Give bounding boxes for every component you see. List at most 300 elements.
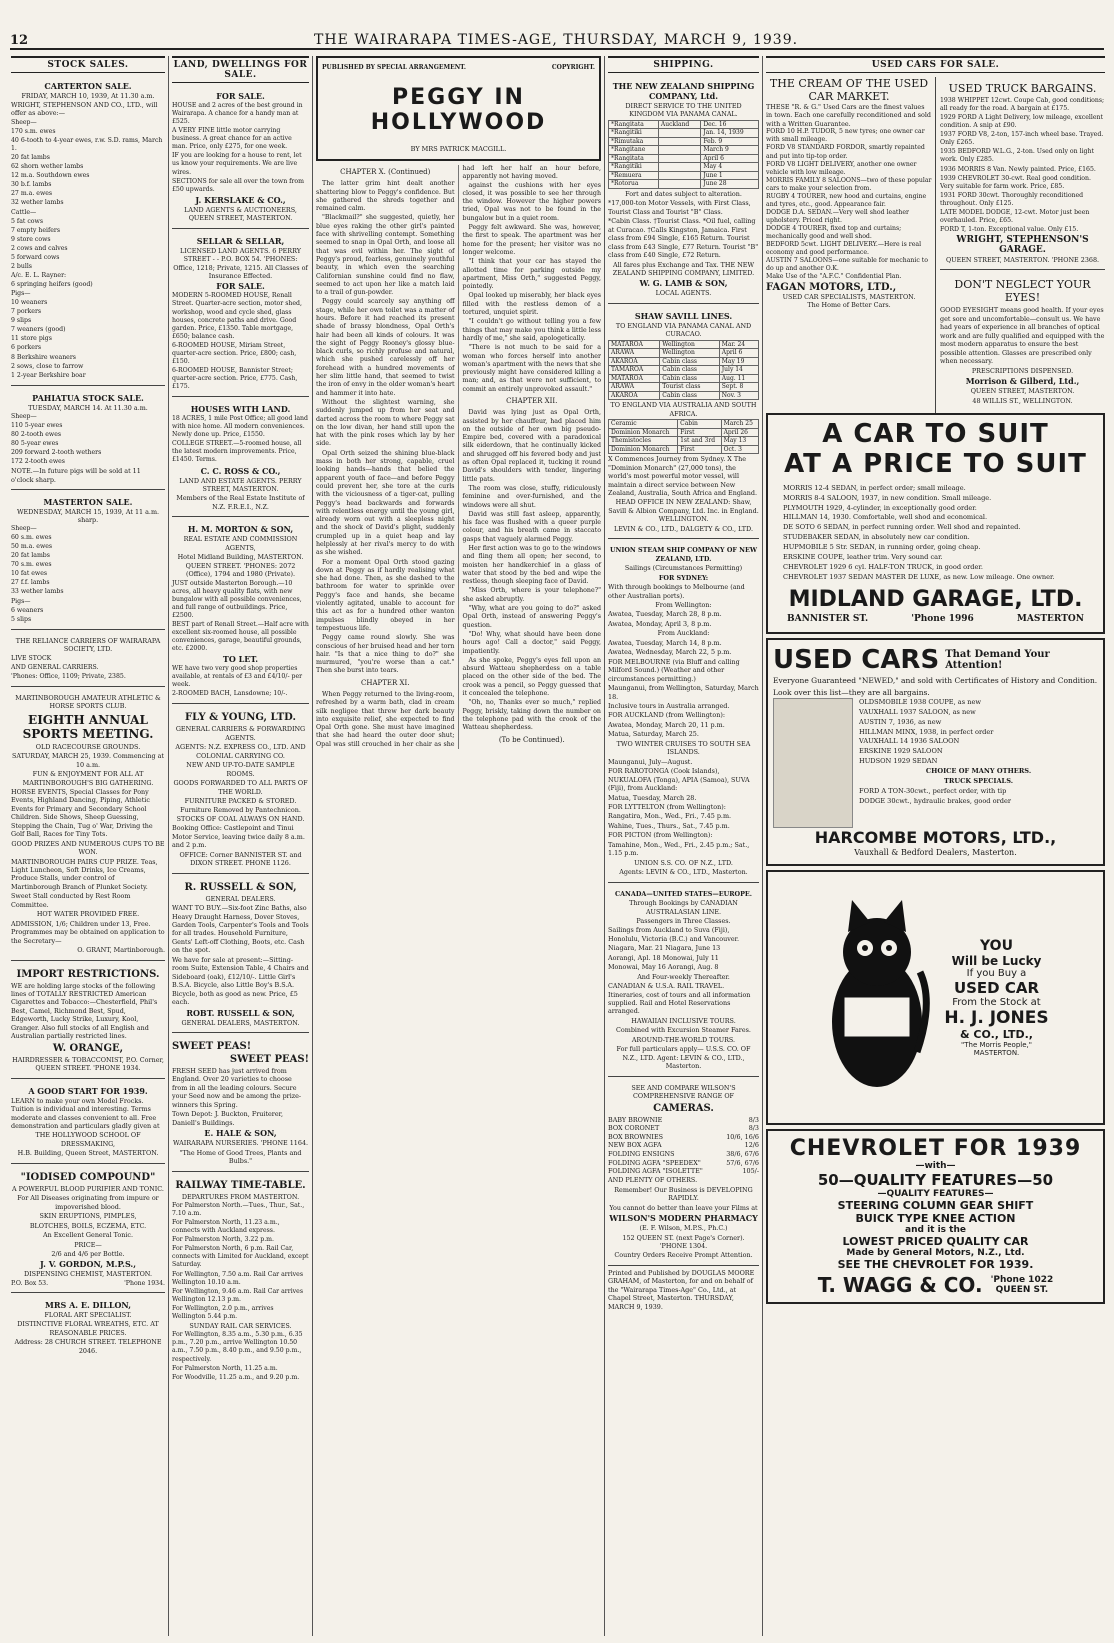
nz-shipping-ad — [608, 77, 759, 304]
dealer-town: MASTERTON — [1016, 613, 1084, 624]
company-sub: TO ENGLAND VIA AUSTRALIA AND SOUTH AFRICA. — [610, 401, 757, 418]
dealer-name: T. WAGG & CO. — [817, 1272, 983, 1297]
listing-item: SECTIONS for sale all over the town from £50 upwards. — [172, 177, 304, 193]
agent-name: H. M. MORTON & SON, — [187, 524, 294, 535]
listing-item: 2-ROOMED BACH, Lansdowne; 10/-. — [172, 690, 288, 698]
table-cell: *Remuera — [609, 171, 659, 180]
ad-name: W. ORANGE, — [52, 1042, 124, 1054]
stock-line: 33 wether lambs — [11, 588, 64, 596]
ad-line: Country Orders Receive Prompt Attention. — [614, 1251, 753, 1260]
ad-line: An Excellent General Tonic. — [42, 1231, 134, 1240]
woman-illustration — [773, 698, 853, 828]
section-head: STOCK SALES. — [11, 56, 165, 73]
table-cell: Cabin class — [660, 366, 719, 375]
floral-ad — [11, 1296, 165, 1360]
ad-body: WANT TO BUY.—Six-foot Zinc Baths, also Heavy Draught Harness, Dover Stoves, Garden Tools, Carpenter's Tools and Tools for all trades. Household Furniture, Gents' Left-off Clothing, Boots, etc. Cash on the spot. — [172, 904, 309, 955]
truck-item: 1931 FORD 30cwt. Thoroughly reconditioned throughout. Only £125. — [940, 191, 1084, 207]
ad-sub: Through Bookings by CANADIAN AUSTRALASIAN LINE. — [629, 899, 738, 916]
jones-line: Will be Lucky — [951, 953, 1042, 968]
table-cell: BOX CORONET — [608, 1124, 660, 1133]
right-top-ads — [940, 77, 1105, 413]
dealer-name: MIDLAND GARAGE, LTD. — [788, 586, 1083, 612]
ad-rx: PRESCRIPTIONS DISPENSED. — [971, 366, 1074, 375]
iodised-compound-ad — [11, 1167, 165, 1293]
schedule-note: Fort and dates subject to alteration. — [625, 189, 742, 198]
optician-ad — [940, 273, 1105, 410]
serial-author: BY MRS PATRICK MACGILL. — [410, 145, 507, 153]
ad-line: OFFICE: Corner BANNISTER ST. and DIXON STREET. PHONE 1126. — [179, 850, 302, 868]
listing-items — [172, 102, 309, 194]
table-cell: First — [678, 428, 721, 437]
story-paragraph: "Why, what are you going to do?" asked Opal Orth, instead of answering Peggy's question. — [462, 605, 601, 629]
line: Matua, Saturday, March 25. — [608, 730, 699, 739]
serial-title: PEGGY IN HOLLYWOOD — [370, 85, 547, 135]
line: Monowai, May 16 Aorangi, Aug. 8 — [608, 963, 719, 972]
stock-list — [11, 525, 165, 624]
timetable-list — [172, 1331, 309, 1381]
chapter-heading: CHAPTER XII. — [506, 397, 558, 406]
agent-sub: Members of the Real Estate Institute of N.Z. F.R.E.I., N.Z. — [176, 494, 305, 511]
timetable-item: For Palmerston North, 3.22 p.m. — [172, 1236, 274, 1244]
stock-line: 7 weaners (good) — [11, 326, 66, 334]
stock-line: 1 2-year Berkshire boar — [11, 371, 86, 379]
ad-headline: A CAR TO SUIT — [822, 418, 1049, 449]
stock-line: Sheep— — [11, 412, 37, 420]
story-paragraph: Peggy felt awkward. She was, however, the first to speak. The apartment was her home for the present; her visitor was no longer welcome. — [462, 224, 601, 256]
story-paragraph: When Peggy returned to the living-room, refreshed by a warm bath, clad in cream silk negligee that threw her dark beauty into exquisite relief, she expected to find Opal Orth gone. She must have imagined that she had heard the outer door shut; Opal was still crouched in her chair as she had left her half an hour before, apparently not having moved. — [316, 165, 601, 748]
table-cell: First — [678, 445, 721, 454]
table-cell: April 6 — [719, 349, 758, 358]
car-item: CHEVROLET 1937 SEDAN MASTER DE LUXE, as new. Low mileage. One owner. — [783, 572, 1055, 581]
stock-line: 7 empty heifers — [11, 226, 61, 234]
table-cell: Jan. 14, 1939 — [701, 129, 759, 138]
price-row — [608, 1124, 759, 1133]
ad-name: MRS A. E. DILLON, — [45, 1299, 131, 1310]
sailing-schedule — [608, 419, 759, 454]
carterton-sale-ad — [11, 77, 165, 386]
car-item: ERSKINE 1929 SALOON — [859, 747, 943, 756]
company-sub: DIRECT SERVICE TO THE UNITED KINGDOM VIA PANAMA CANAL. — [625, 102, 742, 119]
line: And Four-weekly Thereafter. — [637, 972, 730, 981]
sailing-row — [609, 154, 759, 163]
sports-meeting-ad — [11, 690, 165, 961]
dealer-phone: 'Phone 1022 — [990, 1274, 1054, 1285]
stock-line: 2 bulls — [11, 262, 32, 270]
truck-item: LATE MODEL DODGE, 12-cwt. Motor just been overhauled. Price, £65. — [940, 208, 1090, 224]
stock-line: Pigs— — [11, 597, 31, 605]
ad-sweet: Sweet Stall conducted by Rest Room Committee. — [11, 892, 131, 909]
stock-line: 8 Berkshire weaners — [11, 353, 76, 361]
car-item: Make Use of the "A.F.C." Confidential Plan. — [766, 273, 902, 281]
line: Awatea, Wednesday, March 22, 5 p.m. — [608, 648, 732, 657]
stock-line: 110 5-year ewes — [11, 421, 63, 429]
table-cell: 10/6, 16/6 — [726, 1132, 759, 1141]
ad-title: SWEET PEAS! — [229, 1054, 309, 1066]
serial-paragraphs — [463, 182, 602, 733]
route: FOR LYTTELTON (from Wellington): — [608, 802, 726, 811]
motto: "The Home of Good Trees, Plants and Bulbs." — [179, 1148, 302, 1166]
agent-name: C. C. ROSS & CO., — [200, 465, 281, 476]
story-paragraph: "Do! Why, what should have been done hours ago! Call a doctor," said Peggy, impatiently. — [462, 630, 601, 655]
route: FOR SYDNEY: — [658, 573, 709, 582]
ad-body: We have for sale at present:—Sitting-room Suite, Extension Table, 4 Chairs and Sideboard (oak), £12/10/-. Little Girl's B.S.A. Bicycle, also Little Boy's B.S.A. Bicycle, both as good as new. Price, £5 each. — [172, 955, 309, 1007]
truck-item: 1936 MORRIS 8 Van. Newly painted. Price, £165. — [940, 165, 1096, 173]
story-paragraph: Peggy could scarcely say anything off stage, while her own toilet was a matter of hours. Before it had reached its present shade of brassy blondness, Opal Orth's hair had been all kinds of colours. It was the sight of Peggy Rooney's glossy blue-black curls, so richly profuse and natural, which she pushed carelessly off her forehead with a hundred movements of her slim little hand, that seemed to twist the iron of envy in the older woman's heart and hammer it into hate. — [316, 298, 455, 397]
ad-line: FLORAL ART SPECIALIST. — [44, 1310, 132, 1319]
table-cell: Dec. 16 — [701, 120, 759, 129]
chapter-heading: CHAPTER XI. — [361, 678, 410, 687]
table-cell: April 6 — [701, 154, 759, 163]
stock-line: 50 m.a. ewes — [11, 543, 53, 551]
price-row — [608, 1167, 759, 1176]
stock-line: 11 store pigs — [11, 335, 52, 343]
table-cell: *Rangitiki — [609, 163, 659, 172]
line: Aorangi, Apl. 18 Monowai, July 11 — [608, 953, 719, 962]
car-item: RUGBY 4 TOURER, new hood and curtains, engine and tyres, etc., good. Appearance fair. — [766, 192, 927, 208]
table-cell: Tourist class — [660, 383, 719, 392]
dealer-name: FAGAN MOTORS, LTD., — [766, 281, 897, 293]
top-car-ads — [766, 77, 1105, 413]
jones-line: From the Stock at — [952, 996, 1041, 1008]
table-cell — [720, 1176, 759, 1185]
chemist-sub: DISPENSING CHEMIST, MASTERTON. — [23, 1270, 153, 1279]
car-item: OLDSMOBILE 1938 COUPE, as new — [859, 697, 982, 706]
jones-line: If you Buy a — [966, 967, 1027, 979]
car-item: DODGE D.A. SEDAN.—Very well shod leather upholstery. Priced right. — [766, 208, 909, 225]
stock-line: 5 fat cows — [11, 217, 43, 225]
ad-lines — [11, 655, 165, 681]
listing-item: 6-ROOMED HOUSE, Bannister Street; quarter-acre section. Price, £775. Cash, £175. — [172, 366, 298, 391]
route: FOR AUCKLAND (from Wellington): — [608, 711, 725, 720]
listing-item: COLLEGE STREET.—5-roomed house, all the latest modern improvements. Price, £1450. Terms. — [172, 440, 302, 464]
table-cell: AKAROA — [609, 391, 660, 400]
line: Awatea, Tuesday, March 14, 8 p.m. — [608, 638, 722, 647]
agent-sub: WAIRARAPA NURSERIES. 'PHONE 1164. — [172, 1139, 309, 1148]
dealer-name: WRIGHT, STEPHENSON'S GARAGE. — [956, 235, 1089, 255]
ad-date: FRIDAY, MARCH 10, 1939, At 11.30 a.m. — [21, 92, 155, 100]
stock-line: 172 2-tooth ewes — [11, 458, 65, 466]
line: Rangatira, Mon., Wed., Fri., 7.45 p.m. — [608, 812, 732, 821]
masterton-sale-ad — [11, 493, 165, 630]
car-list — [766, 128, 932, 281]
sailing-schedule — [608, 340, 759, 401]
table-cell — [658, 137, 700, 146]
ad-school: THE HOLLYWOOD SCHOOL OF DRESSMAKING, — [35, 1131, 141, 1148]
jones-name: H. J. JONES — [944, 1007, 1049, 1028]
table-cell: *Rimutaka — [609, 137, 659, 146]
table-cell: BOX BROWNIES — [608, 1132, 663, 1141]
car-item: VAUXHALL 1937 SALOON, as new — [859, 707, 976, 716]
table-cell: Cabin class — [660, 391, 719, 400]
ad-title: A GOOD START FOR 1939. — [28, 1085, 148, 1096]
table-cell: Cabin class — [660, 357, 719, 366]
line: Combined with Excursion Steamer Fares. — [616, 1026, 751, 1035]
stock-line: 9 slips — [11, 317, 32, 325]
ad-line: SKIN ERUPTIONS, PIMPLES, — [39, 1212, 137, 1221]
story-paragraph: Opal looked up miserably, her black eyes filled with the restless demon of a tortured, unquiet spirit. — [462, 292, 601, 317]
story-paragraph: Without the slightest warning, she suddenly jumped up from her seat and darted across the room to where Peggy sat on the low divan, her hand still upon the hat with the pink roses which lay by her side. — [316, 398, 455, 448]
ad-sub: SUNDAY RAIL CAR SERVICES. — [189, 1321, 292, 1330]
truck-item: 1929 FORD A Light Delivery, low mileage, excellent condition. A snip at £90. — [940, 114, 1103, 130]
ad-title: "IODISED COMPOUND" — [20, 1171, 156, 1183]
line: Awatea, Monday, March 20, 11 p.m. — [608, 720, 725, 729]
line: AROUND-THE-WORLD TOURS. — [631, 1035, 736, 1044]
ad-body: FRESH SEED has just arrived from England. Over 20 varieties to choose from in all the leading colours. Secure your Seed now and be among the prize-winners this Spring. — [172, 1067, 302, 1109]
stock-line: 62 shorn wether lambs — [11, 163, 84, 171]
sailing-row — [609, 340, 759, 349]
company-name: UNION STEAM SHIP COMPANY OF NEW ZEALAND, LTD. — [609, 546, 758, 563]
dealer-street: BANNISTER ST. — [787, 613, 869, 624]
ad-date: TUESDAY, MARCH 14. At 11.30 a.m. — [28, 403, 148, 412]
dealer-name: HARCOMBE MOTORS, LTD., — [814, 827, 1057, 847]
line: Tamahine, Mon., Wed., Fri., 2.45 p.m.; Sat., 1.15 p.m. — [608, 840, 750, 858]
car-item: FORD V8 STANDARD FORDOR, smartly repainted and put into tip-top order. — [766, 144, 925, 160]
sailing-row — [609, 357, 759, 366]
story-paragraph: "Blackmail?" she suggested, quietly, her blue eyes raking the other girl's painted face with shrivelling contempt. Something seemed to snap in Opal Orth, and loose all that was evil within her. The sight of Peggy's proud, fearless, genuinely youthful beauty, in which even the searching Californian sunshine could find no flaw, seemed to act upon her like a match laid to a trail of gun-powder. — [316, 214, 455, 297]
stock-line: 9 store cows — [11, 235, 51, 243]
listing-item: BEST part of Renall Street.—Half acre with excellent six-roomed house, all possible conveniences, garage, beautiful grounds, etc. £2000. — [172, 620, 309, 653]
page-number: 12 — [10, 33, 29, 48]
ad-body: HORSE EVENTS, Special Classes for Pony Events, Highland Dancing, Piping, Athletic Events for Primary and Secondary School Children. Side Shows, Sheep Guessing, Stepping the Chain, Tug o' War, Driving the Golf Ball, Races for Tiny Tots. — [11, 787, 153, 839]
ad-body: All fares plus Exchange and Tax. THE NEW ZEALAND SHIPPING COMPANY, LIMITED. — [612, 260, 755, 277]
ad-line: BUICK TYPE KNEE ACTION — [855, 1211, 1016, 1225]
stock-line: Cattle— — [11, 208, 37, 216]
table-cell: FOLDING AGFA "ISOLETTE" — [608, 1167, 703, 1176]
sailing-row — [609, 349, 759, 358]
ad-line: and it is the — [905, 1224, 966, 1235]
canadian-line-ad — [608, 886, 759, 1077]
car-item: MORRIS FAMILY 8 SALOONS—two of these popular cars to make your selection from. — [766, 176, 932, 192]
phone: 'Phone 1934. — [124, 1279, 165, 1287]
price-row — [608, 1133, 759, 1142]
ad-title: USED TRUCK BARGAINS. — [948, 82, 1097, 95]
story-paragraph: Peggy came round slowly. She was conscious of her bruised head and her torn hair. "Is that a nice thing to do?" she murmured, "you're worse than a cat." Then she burst into tears. — [316, 634, 455, 675]
ad-line: (E. F. Wilson, M.P.S., Ph.C.) — [639, 1224, 728, 1233]
car-item: DODGE 4 TOURER, fixed top and curtains; mechanically good and well shod. — [766, 225, 902, 241]
pharmacy-name: WILSON'S MODERN PHARMACY — [609, 1213, 758, 1224]
route: FOR PICTON (from Wellington): — [608, 831, 713, 840]
listing-item: A VERY FINE little motor carrying business. A great chance for an active man. Price, only £275, for one week. — [172, 127, 292, 151]
dealer-sub: QUEEN STREET, MASTERTON. 'PHONE 2368. — [945, 256, 1100, 264]
ad-admission: ADMISSION, 1/6; Children under 13, Free. Programmes may be obtained on application to the Secretary— — [11, 919, 165, 945]
line: Maunganui, from Wellington, Saturday, March 18. — [608, 684, 759, 701]
table-cell: 8/3 — [748, 1124, 759, 1133]
story-paragraph: The latter grim hint dealt another shattering blow to Peggy's confidence. But she gathered the shreds together and remained calm. — [316, 180, 455, 213]
car-list — [773, 480, 1098, 587]
sailing-row — [609, 129, 759, 138]
car-item: FORD 10 H.P. TUDOR, 5 new tyres; one owner car with small mileage. — [766, 128, 925, 144]
masthead — [10, 28, 1104, 50]
table-cell: *Rangitane — [609, 146, 659, 155]
table-cell — [658, 146, 700, 155]
story-paragraph: "I think that your car has stayed the allotted time for parking outside my apartment, Miss Orth," suggested Peggy, pointedly. — [462, 258, 601, 291]
ad-line: NEW AND UP-TO-DATE SAMPLE ROOMS. — [186, 761, 295, 778]
agent-name: FLY & YOUNG, LTD. — [185, 712, 296, 724]
story-paragraph: David was still fast asleep, apparently, his face was flushed with a queer purple colour, and his breath came in staccato gasps that vaguely alarmed Peggy. — [462, 510, 601, 543]
dealer-sub: 48 WILLIS ST., WELLINGTON. — [972, 396, 1073, 405]
ad-body: *Cabin Class. †Tourist Class. *Oil fuel, calling at Curacao. †Calls Kingston, Jamaica. First class from £94 Single, £165 Return. Tourist class from £43 Single, £77 Return. Tourist "B" class from £40 Single, £72 Return. — [608, 217, 759, 260]
table-cell: FOLDING AGFA "SPEEDEX" — [608, 1158, 701, 1167]
table-cell: FOLDING ENSIGNS — [608, 1150, 675, 1159]
table-cell: ARAWA — [609, 349, 660, 358]
ad-line: GOODS FORWARDED TO ALL PARTS OF THE WORLD. — [173, 779, 308, 796]
ad-sub: Passengers in Three Classes. — [636, 916, 731, 925]
listing-items — [172, 665, 309, 698]
line: Niagara, Mar. 21 Niagara, June 13 — [608, 944, 721, 953]
sailing-row — [609, 445, 759, 454]
ad-body: WE are holding large stocks of the following lines of TOTALLY RESTRICTED American Cigarettes and Tobacco:—Chesterfield, Phil's Best, Camel, Richmond Best, Spud, Edgeworth, Lucky Strike, Luxury, Kool, Granger. Also full stocks of all English and Australian partially restricted lines. — [11, 981, 158, 1041]
ad-line: Address: 28 CHURCH STREET. TELEPHONE 2046. — [14, 1338, 162, 1355]
story-paragraph: "Oh, no, Thanks ever so much," replied Peggy, briskly, taking down the number on the telephone pad with the crook of the Watteau shepherdess. — [462, 699, 601, 732]
ad-title: IMPORT RESTRICTIONS. — [16, 968, 160, 980]
ad-body: Everyone Guaranteed "NEWED," and sold with Certificates of History and Condition. Look over this list—they are all bargains. — [773, 676, 1098, 697]
stock-line: 30 b.f. lambs — [11, 181, 52, 189]
ad-prizes: GOOD PRIZES AND NUMEROUS CUPS TO BE WON. — [11, 839, 165, 857]
timetable-item: For Palmerston North, 6 p.m. Rail Car, connects with Limited for Auckland, except Saturday. — [172, 1245, 309, 1269]
ad-signature: O. GRANT, Martinborough. — [77, 946, 165, 955]
ad-title: RAILWAY TIME-TABLE. — [175, 1179, 306, 1191]
timetable-item: For Wellington, 8.35 a.m., 5.30 p.m., 6.35 p.m., 7.20 p.m., arrive Wellington 10.50 a.m., 7.50 p.m., 8.40 p.m., and 9.50 p.m., respectively. — [172, 1331, 303, 1363]
table-cell: Dominion Monarch — [609, 445, 678, 454]
truck-item: FORD T, 1-ton. Exceptional value. Only £15. — [940, 225, 1079, 233]
ad-line: Remember! Our Business is DEVELOPING RAPIDLY. — [614, 1185, 753, 1203]
stock-line: 209 forward 2-tooth wethers — [11, 448, 102, 456]
table-cell: *Rangitiki — [609, 129, 659, 138]
agent-sub: GENERAL DEALERS. — [205, 894, 276, 903]
story-paragraph: Opal Orth seized the shining blue-black mass in both her strong, capable, cruel looking hands—hands that belied the apparent youth of face—and before Peggy could prevent her, she tore at the curls with the viciousness of a tiger-cat, pulling Peggy's head backwards and forwards with relentless energy until the young girl, already worn out with a sleepless night and the shock of David's plight, suddenly crumpled up in a quiet heap and lay helplessly at her rival's mercy to do with as she wished. — [316, 449, 455, 557]
car-item: STUDEBAKER SEDAN, in absolutely new car condition. — [783, 533, 970, 542]
timetable-item: For Palmerston North, 11.23 a.m., connects with Auckland express. — [172, 1219, 280, 1235]
ad-fun: FUN & ENJOYMENT FOR ALL AT MARTINBOROUGH'S BIG GATHERING. — [22, 770, 154, 787]
sellar-ad — [172, 232, 309, 398]
sweet-peas-ad — [172, 1036, 309, 1172]
pahiatua-sale-ad — [11, 389, 165, 490]
column-used-cars — [762, 56, 1108, 1636]
truck-item: 1937 FORD V8, 2-ton, 157-inch wheel base. Trayed. Only £265. — [940, 131, 1104, 147]
ad-line: DISTINCTIVE FLORAL WREATHS, ETC. AT REASONABLE PRICES. — [17, 1320, 159, 1337]
stock-line: 12 m.a. Southdown ewes — [11, 172, 90, 180]
car-item: MORRIS 8-4 SALOON, 1937, in new condition. Small mileage. — [783, 493, 992, 502]
ad-line: AGENTS: N.Z. EXPRESS CO., LTD. AND COLONIAL CARRYING CO. — [175, 743, 306, 760]
story-paragraph: As she spoke, Peggy's eyes fell upon an absurd Watteau shepherdess on a table placed on the other side of the bed. The crook was a pencil, so Peggy guessed that it concealed the telephone. — [462, 656, 601, 698]
table-cell: Feb. 9 — [701, 137, 759, 146]
agent-sub: LAND AGENTS & AUCTIONEERS, QUEEN STREET, MASTERTON. — [184, 205, 297, 223]
table-cell: Oct. 3 — [721, 445, 758, 454]
ad-line: STOCKS OF COAL ALWAYS ON HAND. — [176, 814, 305, 823]
sailing-row — [609, 366, 759, 375]
serial-text — [316, 165, 601, 749]
story-paragraph: "There is not much to be said for a woman who forces herself into another woman's apartment with the news that she previously might have considered killing a man; and, as that were not sufficient, to commit an entirely unprovoked assault." — [462, 344, 601, 393]
table-cell: 1st and 3rd — [678, 437, 721, 446]
column-land-dwellings — [168, 56, 312, 1636]
jones-text — [944, 938, 1048, 1057]
dressmaking-ad — [11, 1082, 165, 1164]
line: From Auckland: — [657, 629, 710, 638]
ad-headline: AT A PRICE TO SUIT — [784, 448, 1087, 479]
chapter-heading: CHAPTER X. (Continued) — [340, 168, 431, 176]
stock-line: 5 slips — [11, 615, 32, 623]
black-cat-icon — [822, 882, 932, 1112]
listing-items — [172, 580, 309, 654]
stock-line: 32 wether lambs — [11, 199, 64, 207]
ad-note: NOTE.—In future pigs will be sold at 11 o'clock sharp. — [11, 467, 141, 484]
car-item: HUDSON 1929 SEDAN — [859, 757, 938, 766]
story-paragraph: "I couldn't go without telling you a few things that may make you think a little less hardly of me," she said, apologetically. — [462, 318, 601, 342]
stock-line: Pigs— — [11, 290, 31, 298]
ad-title: CANADA—UNITED STATES—EUROPE. — [614, 889, 753, 898]
price-row — [608, 1116, 759, 1125]
jones-line: YOU — [980, 937, 1013, 954]
agent-sub: LICENSED LAND AGENTS. 6 PERRY STREET - - P.O. BOX 54. 'PHONES: Office, 1218; Private, 1215. All Classes of Insurance Effected. — [173, 246, 308, 280]
reliance-carriers-ad — [11, 633, 165, 687]
stock-line: 27 f.f. lambs — [11, 579, 50, 587]
sailing-row — [609, 391, 759, 400]
table-cell: AND PLENTY OF OTHERS. — [608, 1176, 698, 1185]
ad-line: —QUALITY FEATURES— — [877, 1188, 994, 1199]
table-cell: Aug. 11 — [719, 374, 758, 383]
line: Awatea, Tuesday, March 28, 8 p.m. — [608, 610, 722, 619]
jones-line: "The Morris People," — [961, 1040, 1032, 1049]
agent-name: W. G. LAMB & SON, — [639, 278, 728, 289]
table-cell: Mar. 24 — [719, 340, 758, 349]
ad-title: MASTERTON SALE. — [43, 497, 133, 507]
ad-sub: That Demand Your Attention! — [945, 649, 1050, 672]
price-row — [608, 1176, 759, 1185]
table-cell: June 1 — [701, 171, 759, 180]
ad-line: TRUCK SPECIALS. — [943, 776, 1014, 785]
table-cell: BABY BROWNIE — [608, 1115, 663, 1124]
printer-imprint: Printed and Published by DOUGLAS MOORE GRAHAM, of Masterton, for and on behalf of the "Wairarapa Times-Age" Co., Ltd., at Chapel Street, Masterton. THURSDAY, MARCH 9, 1939. — [608, 1268, 755, 1311]
truck-item: 1939 CHEVROLET 30-cwt. Real good condition. Very suitable for farm work. Price, £85. — [940, 174, 1091, 190]
russell-ad — [172, 877, 309, 1033]
table-cell: TAMAROA — [609, 366, 660, 375]
ad-body: CANADIAN & U.S.A. RAIL TRAVEL. Itineraries, cost of tours and all information supplied. Rail and Hotel Reservations arranged. — [608, 982, 751, 1016]
table-cell: *Rotorua — [609, 180, 659, 189]
dealer-sub: USED CAR SPECIALISTS, MASTERTON. — [782, 292, 916, 301]
ad-title: FOR SALE. — [216, 281, 265, 292]
route: TWO WINTER CRUISES TO SOUTH SEA ISLANDS. — [616, 739, 751, 757]
table-cell: Sept. 8 — [719, 383, 758, 392]
ad-title: THE RELIANCE CARRIERS OF WAIRARAPA SOCIETY, LTD. — [15, 636, 161, 654]
ad-line: AND GENERAL CARRIERS. — [11, 663, 99, 671]
section-head: USED CARS FOR SALE. — [766, 56, 1105, 73]
sailing-row — [609, 146, 759, 155]
timetable-item: For Palmerston North.—Tues., Thur., Sat., 7.10 a.m. — [172, 1202, 305, 1218]
ad-line: 152 QUEEN ST. (next Page's Corner). 'PHONE 1304. — [622, 1233, 745, 1250]
agent-name: E. HALE & SON, — [204, 1128, 277, 1139]
ad-title: DON'T NEGLECT YOUR EYES! — [954, 278, 1091, 305]
fly-young-ad — [172, 707, 309, 873]
ad-intro: THESE "R. & G." Used Cars are the finest values in town. Each one carefully reconditioned and sold with a Written Guarantee. — [766, 103, 931, 128]
stock-line: 7 porkers — [11, 308, 42, 316]
table-cell: AKAROA — [609, 357, 660, 366]
line: HAWAIIAN INCLUSIVE TOURS. — [631, 1016, 736, 1025]
ad-title: SWEET PEAS! — [172, 1041, 252, 1053]
agent-name: SELLAR & SELLAR, — [196, 235, 285, 246]
harcombe-motors-ad — [766, 638, 1105, 866]
car-item: AUSTIN 7, 1936, as new — [859, 717, 942, 726]
ad-intro: WRIGHT, STEPHENSON AND CO., LTD., will offer as above:— — [11, 101, 158, 118]
cameras-ad — [608, 1080, 759, 1266]
column-shipping — [604, 56, 762, 1636]
ad-line: STEERING COLUMN GEAR SHIFT — [837, 1198, 1034, 1212]
line: Maunganui, July—August. — [608, 757, 693, 766]
to-be-continued: (To be Continued). — [498, 735, 565, 744]
jones-line: MASTERTON. — [973, 1048, 1020, 1057]
line: Matua, Tuesday, March 28. — [608, 793, 697, 802]
ad-sub: DEPARTURES FROM MASTERTON. — [181, 1192, 300, 1201]
agent-name: ROBT. RUSSELL & SON, — [186, 1007, 295, 1018]
